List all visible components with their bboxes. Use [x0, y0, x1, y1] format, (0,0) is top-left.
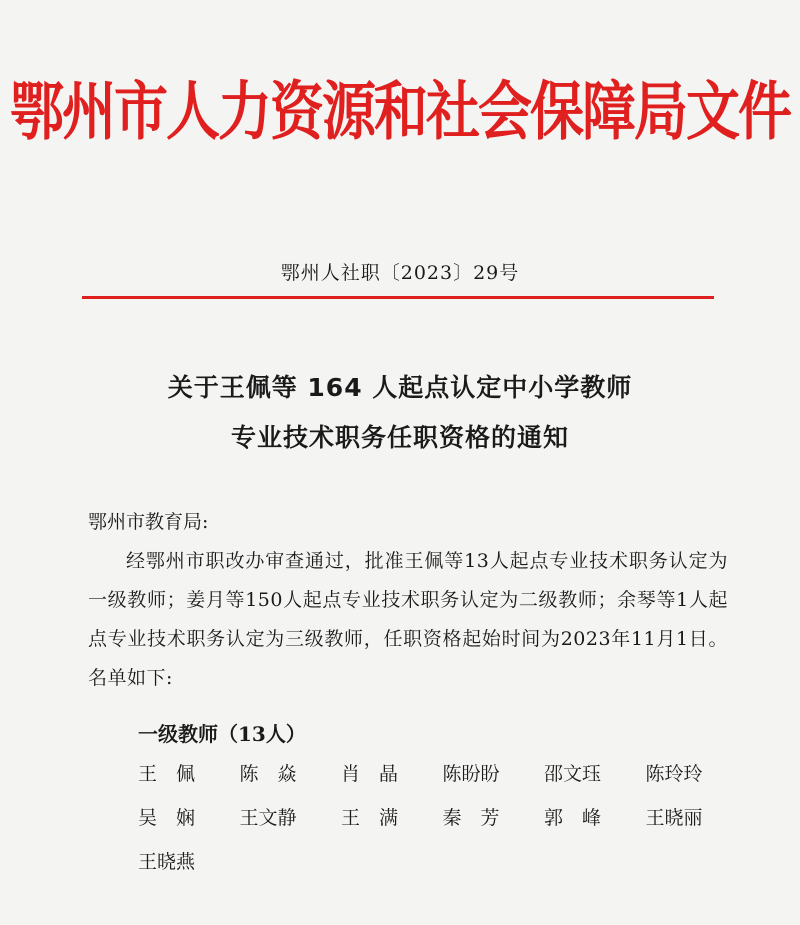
name-item: 王晓燕: [138, 851, 196, 873]
name-item: 吴 娴: [138, 807, 196, 829]
name-item: 秦 芳: [442, 807, 500, 829]
name-item: 陈玲玲: [645, 763, 703, 785]
document-number: 鄂州人社职〔2023〕29号: [280, 262, 520, 284]
masthead: 鄂州市人力资源和社会保障局文件: [10, 73, 790, 149]
name-item: 王 满: [341, 807, 399, 829]
name-item: 陈盼盼: [442, 763, 500, 785]
name-item: 邵文珏: [544, 763, 602, 785]
section-heading: 一级教师（13人）: [138, 722, 306, 746]
name-item: 王文静: [239, 807, 297, 829]
name-item: 肖 晶: [341, 763, 399, 785]
addressee: 鄂州市教育局:: [88, 511, 209, 533]
name-item: 郭 峰: [544, 807, 602, 829]
name-item: 陈 焱: [239, 763, 297, 785]
name-item: 王 佩: [138, 763, 196, 785]
notice-title-line-2: 专业技术职务任职资格的通知: [230, 423, 569, 452]
body-paragraph: 经鄂州市职改办审查通过，批准王佩等13人起点专业技术职务认定为一级教师；姜月等150人起点专业技术职务认定为二级教师；余琴等1人起点专业技术职务认定为三级教师，任职资格起始时间为2023年11月1日。名单如下:: [88, 550, 728, 689]
red-divider-line: [82, 296, 714, 299]
name-item: 王晓丽: [645, 807, 703, 829]
notice-title-line-1: 关于王佩等 164 人起点认定中小学教师: [167, 373, 633, 402]
name-list: [138, 760, 738, 876]
